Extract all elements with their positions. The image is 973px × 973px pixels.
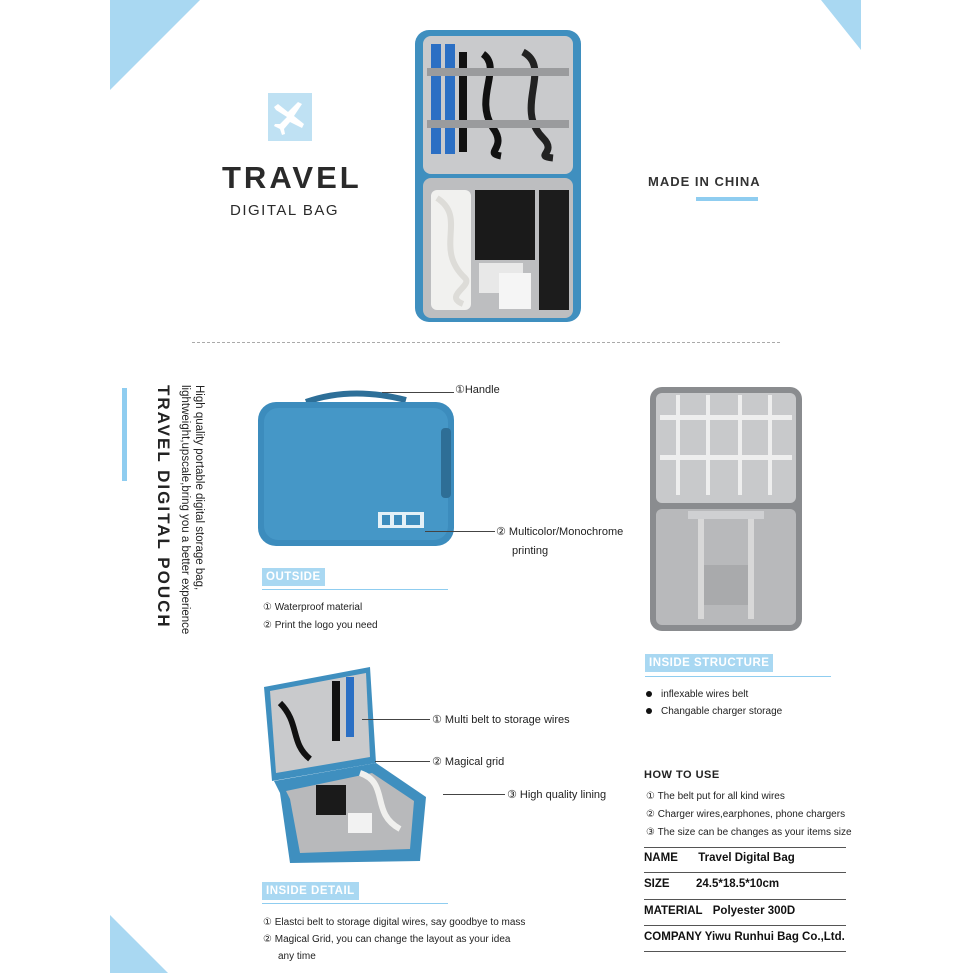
spec-row-company (644, 931, 846, 943)
page-subtitle: DIGITAL BAG (230, 202, 340, 219)
spec-value: Travel Digital Bag (698, 852, 795, 864)
corner-triangle-top-left (110, 0, 200, 90)
side-title: TRAVEL DIGITAL POUCH (154, 385, 173, 629)
outside-item-1: ① Waterproof material (263, 602, 363, 613)
made-in-underline (696, 197, 758, 201)
inside-structure-bag-image (648, 385, 804, 633)
outside-item-2: ② Print the logo you need (263, 620, 378, 631)
how-to-use-item-2: ② Charger wires,earphones, phone chargers (646, 809, 846, 820)
spec-row-material (644, 905, 846, 917)
side-description-line-1: High quality portable digital storage bag, (193, 385, 205, 591)
inside-structure-underline (645, 676, 831, 677)
spec-key: SIZE (644, 878, 670, 890)
outside-label: OUTSIDE (262, 568, 325, 586)
airplane-icon-shape (268, 93, 312, 141)
side-accent-bar (122, 388, 127, 481)
magical-grid-callout: ② Magical grid (432, 756, 505, 768)
inside-structure-label: INSIDE STRUCTURE (645, 654, 773, 672)
multi-belt-callout: ① Multi belt to storage wires (432, 714, 570, 726)
side-description (178, 385, 206, 634)
spec-divider-0 (644, 847, 846, 848)
spec-divider-1 (644, 872, 846, 873)
printing-callout-line (425, 531, 495, 532)
inside-structure-item-2: Changable charger storage (646, 706, 782, 717)
inside-detail-underline (262, 903, 448, 904)
corner-triangle-top-right (821, 0, 861, 50)
inside-detail-item-1: ① Elastci belt to storage digital wires, say goodbye to mass (263, 917, 526, 928)
inside-detail-bag-image (260, 663, 430, 863)
lining-callout-line (443, 794, 505, 795)
outside-bag-image (256, 388, 456, 548)
corner-triangle-bottom-left (110, 915, 168, 973)
spec-key: MATERIAL (644, 905, 703, 917)
spec-value: Polyester 300D (712, 905, 796, 917)
spec-value: Yiwu Runhui Bag Co.,Ltd. (704, 931, 845, 943)
spec-row-size (644, 878, 846, 890)
handle-callout-line (382, 392, 454, 393)
inside-detail-item-2-cont: any time (278, 951, 316, 962)
printing-callout: ② Multicolor/Monochrome (496, 526, 624, 538)
multi-belt-callout-line (362, 719, 430, 720)
spec-key: COMPANY (644, 931, 702, 943)
printing-callout-cont: printing (512, 545, 549, 557)
how-to-use-title: HOW TO USE (644, 769, 720, 781)
how-to-use-item-1: ① The belt put for all kind wires (646, 791, 785, 802)
airplane-icon (268, 93, 312, 141)
inside-detail-item-2: ② Magical Grid, you can change the layout as your idea (263, 934, 511, 945)
magical-grid-callout-line (375, 761, 430, 762)
spec-key: NAME (644, 852, 678, 864)
inside-detail-label: INSIDE DETAIL (262, 882, 359, 900)
side-description-line-2: lightweight,upscale,bring you a better experience (179, 385, 191, 635)
spec-value: 24.5*18.5*10cm (695, 878, 780, 890)
usb-icon (378, 512, 424, 528)
inside-structure-item-1: inflexable wires belt (646, 689, 748, 700)
how-to-use-item-3: ③ The size can be changes as your items size (646, 827, 852, 838)
section-divider (192, 342, 780, 343)
lining-callout: ③ High quality lining (507, 789, 607, 801)
page-title: TRAVEL (222, 160, 362, 195)
made-in-label: MADE IN CHINA (648, 174, 761, 189)
hero-bag-image (413, 28, 583, 324)
spec-divider-3 (644, 925, 846, 926)
spec-divider-4 (644, 951, 846, 952)
handle-callout: ①Handle (455, 384, 500, 396)
spec-divider-2 (644, 899, 846, 900)
spec-row-name (644, 852, 846, 864)
outside-underline (262, 589, 448, 590)
